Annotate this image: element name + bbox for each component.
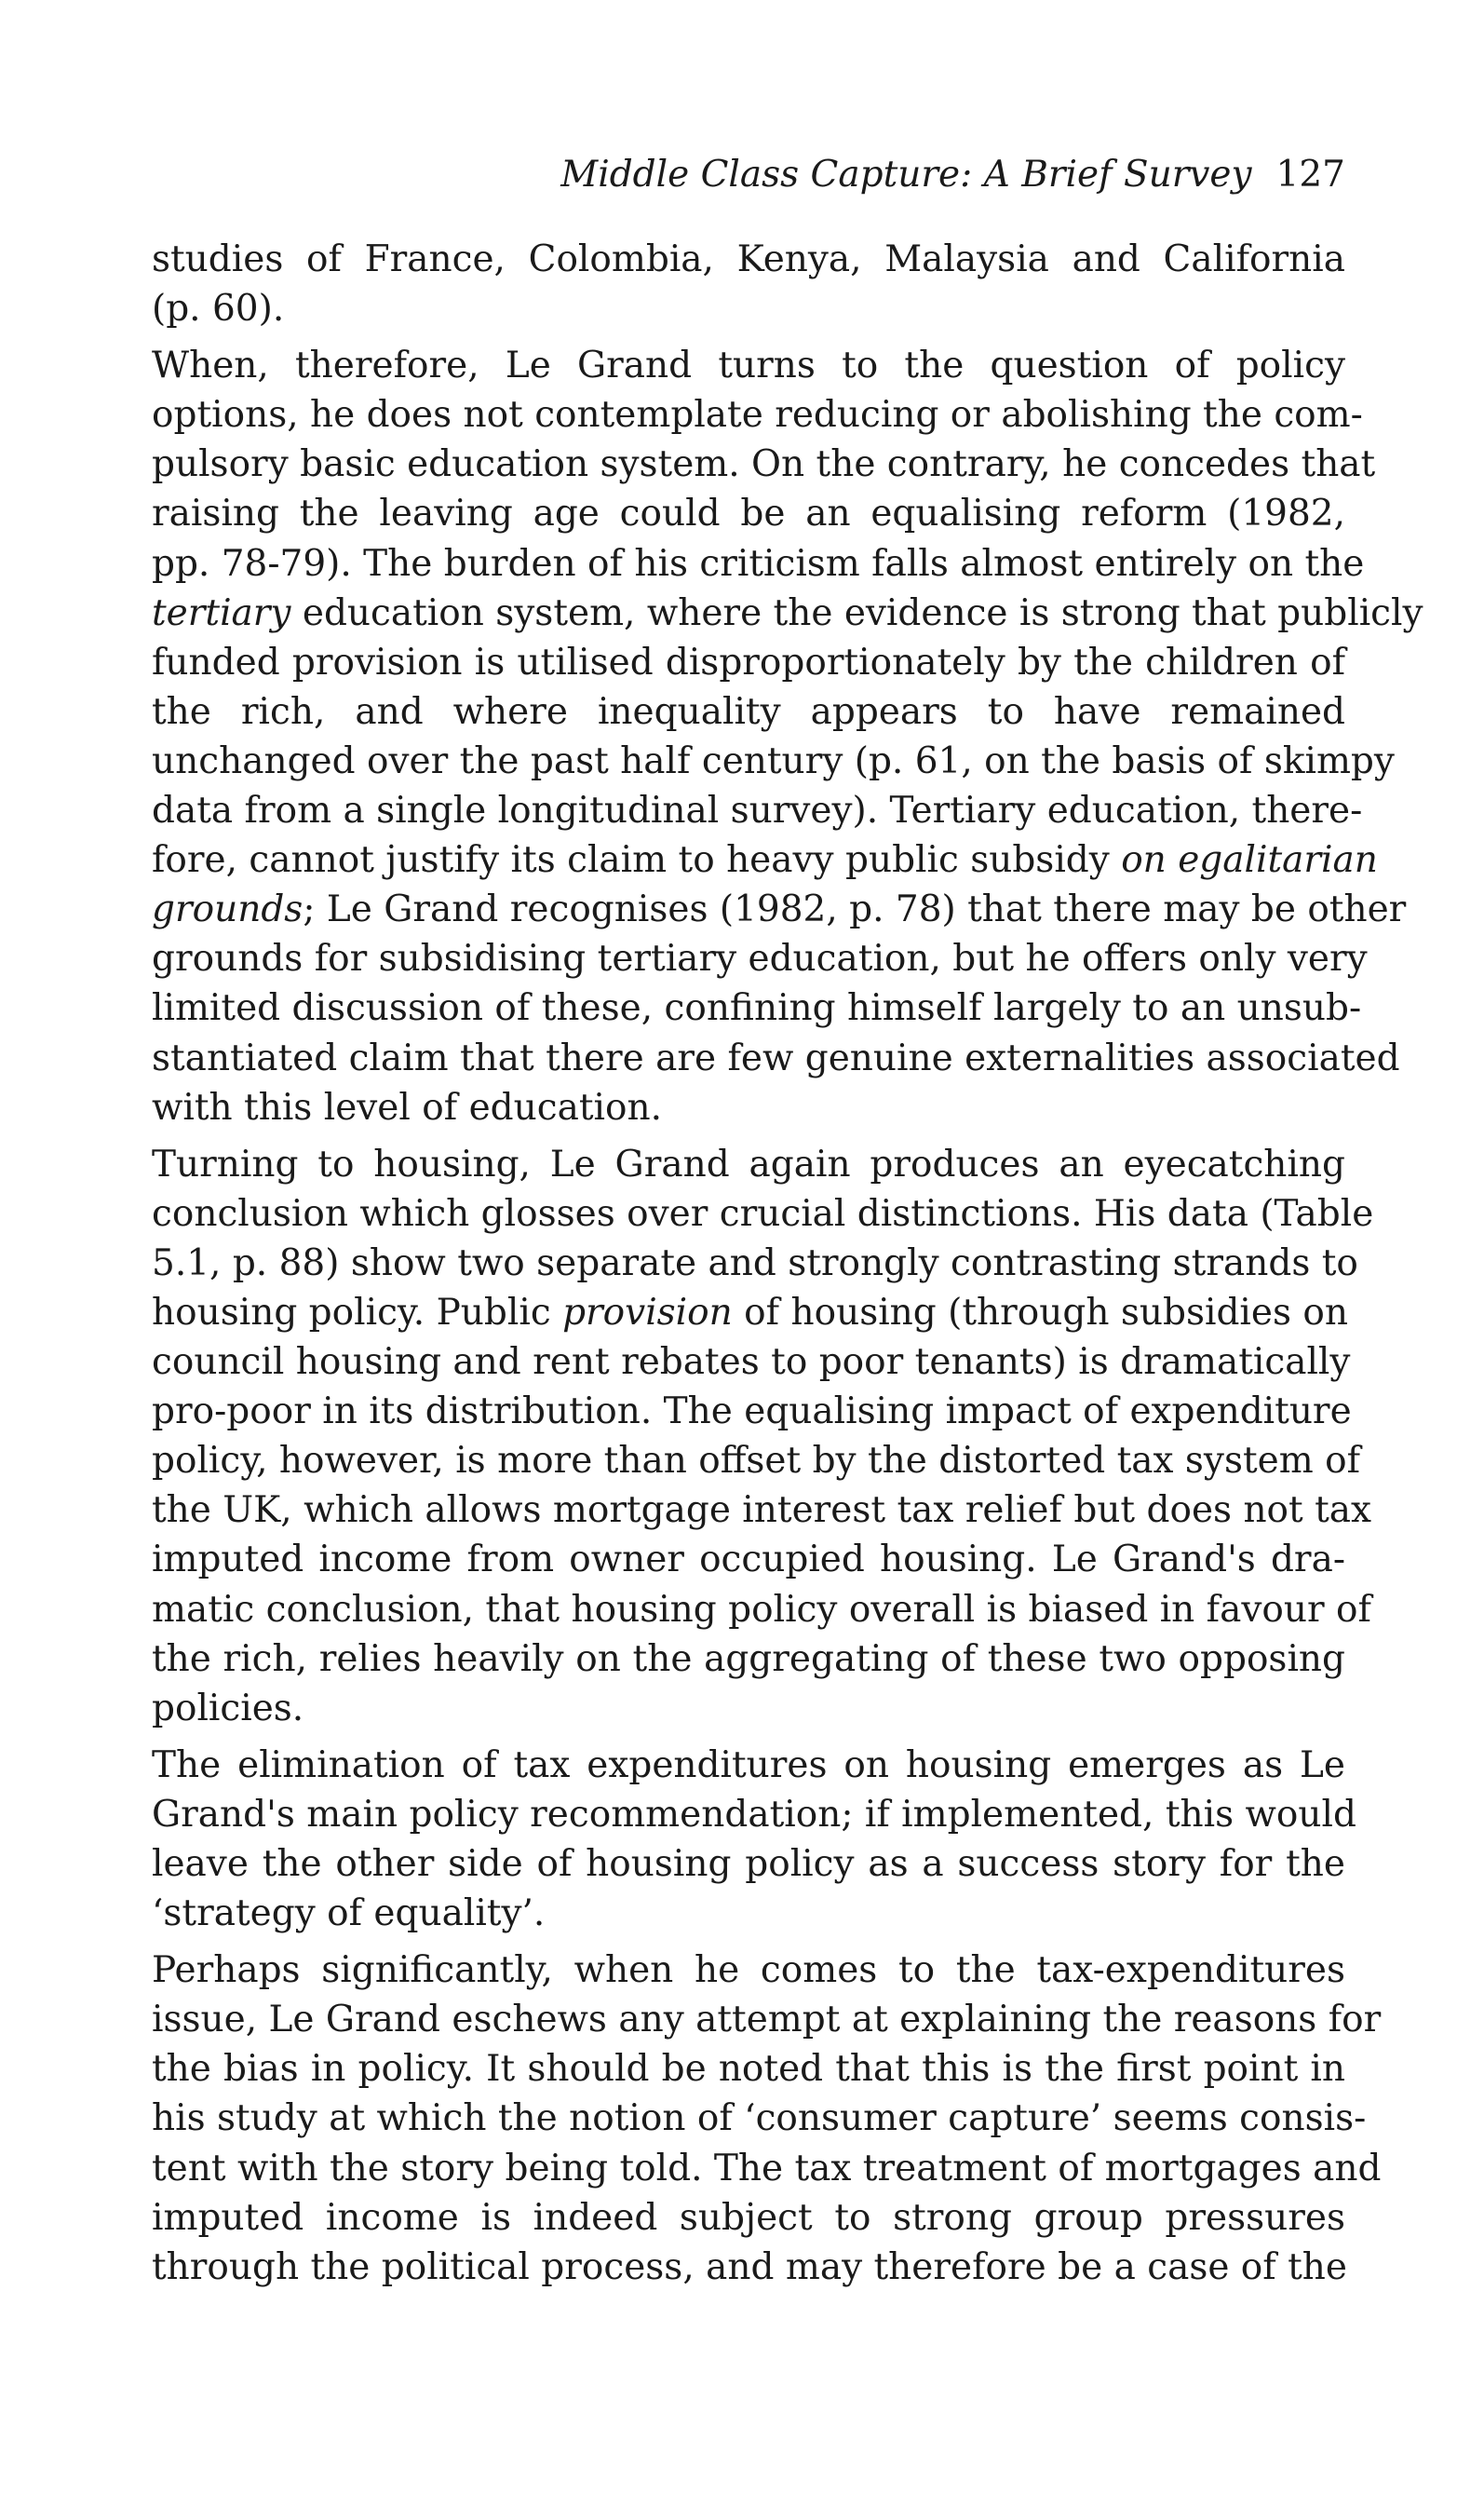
paragraph-1	[152, 235, 1345, 333]
text-run: housing policy. Public	[152, 1291, 563, 1334]
body-text	[152, 235, 1423, 2292]
emphasis: provision	[562, 1291, 733, 1334]
text-line: stantiated claim that there are few genuine externalities associated	[152, 1037, 1400, 1079]
text-run: fore, cannot justify its claim to heavy public subsidy	[152, 839, 1122, 882]
text-line: the bias in policy. It should be noted that this is the first point in	[152, 2048, 1345, 2091]
text-line: raising the leaving age could be an equalising reform (1982,	[152, 493, 1345, 535]
text-line: ‘strategy of equality’.	[152, 1892, 546, 1935]
text-line	[152, 885, 1407, 934]
running-head	[152, 147, 1345, 203]
paragraph-5	[152, 1945, 1382, 2292]
text-line: pro-poor in its distribution. The equalising impact of expenditure	[152, 1390, 1352, 1433]
text-line: leave the other side of housing policy as a success story for the	[152, 1843, 1345, 1885]
text-line: council housing and rent rebates to poor tenants) is dramatically	[152, 1341, 1351, 1384]
text-line: his study at which the notion of ‘consumer capture’ seems consis-	[152, 2097, 1367, 2140]
text-line: matic conclusion, that housing policy overall is biased in favour of	[152, 1588, 1371, 1631]
text-line: policy, however, is more than offset by the distorted tax system of	[152, 1440, 1361, 1483]
text-line: the UK, which allows mortgage interest tax relief but does not tax	[152, 1489, 1372, 1532]
text-line: (p. 60).	[152, 288, 285, 331]
text-line: the rich, relies heavily on the aggregating of these two opposing	[152, 1637, 1345, 1680]
text-line: imputed income is indeed subject to strong group pressures	[152, 2196, 1345, 2239]
text-line: funded provision is utilised disproportionately by the children of	[152, 641, 1345, 684]
text-line: imputed income from owner occupied housing. Le Grand's dra-	[152, 1539, 1345, 1581]
text-line	[152, 589, 1423, 638]
text-line: the rich, and where inequality appears to have remained	[152, 690, 1345, 733]
page-number: 127	[1275, 154, 1345, 196]
text-line: Grand's main policy recommendation; if implemented, this would	[152, 1793, 1356, 1836]
text-line: with this level of education.	[152, 1086, 662, 1129]
text-line: limited discussion of these, confining himself largely to an unsub-	[152, 987, 1362, 1030]
text-line: tent with the story being told. The tax treatment of mortgages and	[152, 2147, 1382, 2189]
emphasis: tertiary	[152, 591, 291, 634]
text-line: 5.1, p. 88) show two separate and strongly contrasting strands to	[152, 1241, 1358, 1284]
text-line: studies of France, Colombia, Kenya, Malaysia and California	[152, 238, 1345, 280]
text-line: issue, Le Grand eschews any attempt at explaining the reasons for	[152, 1999, 1382, 2041]
text-line	[152, 1288, 1348, 1337]
text-run: education system, where the evidence is strong that publicly	[290, 591, 1423, 634]
text-line: pulsory basic education system. On the contrary, he concedes that	[152, 443, 1376, 486]
text-run: of housing (through subsidies on	[732, 1291, 1348, 1334]
running-title: Middle Class Capture: A Brief Survey	[560, 154, 1252, 196]
paragraph-2	[152, 341, 1423, 1132]
paragraph-3	[152, 1140, 1374, 1733]
text-line: conclusion which glosses over crucial distinctions. His data (Table	[152, 1192, 1374, 1235]
text-line: Perhaps significantly, when he comes to the tax-expenditures	[152, 1949, 1345, 1992]
text-line: data from a single longitudinal survey). Tertiary education, there-	[152, 790, 1363, 833]
text-line: The elimination of tax expenditures on housing emerges as Le	[152, 1743, 1345, 1786]
emphasis: grounds	[152, 888, 304, 931]
paragraph-4	[152, 1741, 1356, 1938]
text-line: through the political process, and may therefore be a case of the	[152, 2245, 1347, 2288]
text-line: grounds for subsidising tertiary education, but he offers only very	[152, 938, 1368, 981]
text-line: pp. 78-79). The burden of his criticism falls almost entirely on the	[152, 542, 1365, 585]
text-run: ; Le Grand recognises (1982, p. 78) that there may be other	[303, 888, 1407, 931]
emphasis: on egalitarian	[1121, 839, 1378, 882]
text-line: When, therefore, Le Grand turns to the question of policy	[152, 345, 1345, 387]
text-line: options, he does not contemplate reducing or abolishing the com-	[152, 394, 1363, 437]
text-line: policies.	[152, 1687, 304, 1729]
text-line: unchanged over the past half century (p. 61, on the basis of skimpy	[152, 739, 1395, 782]
text-line: Turning to housing, Le Grand again produces an eyecatching	[152, 1143, 1345, 1186]
text-line	[152, 835, 1378, 885]
